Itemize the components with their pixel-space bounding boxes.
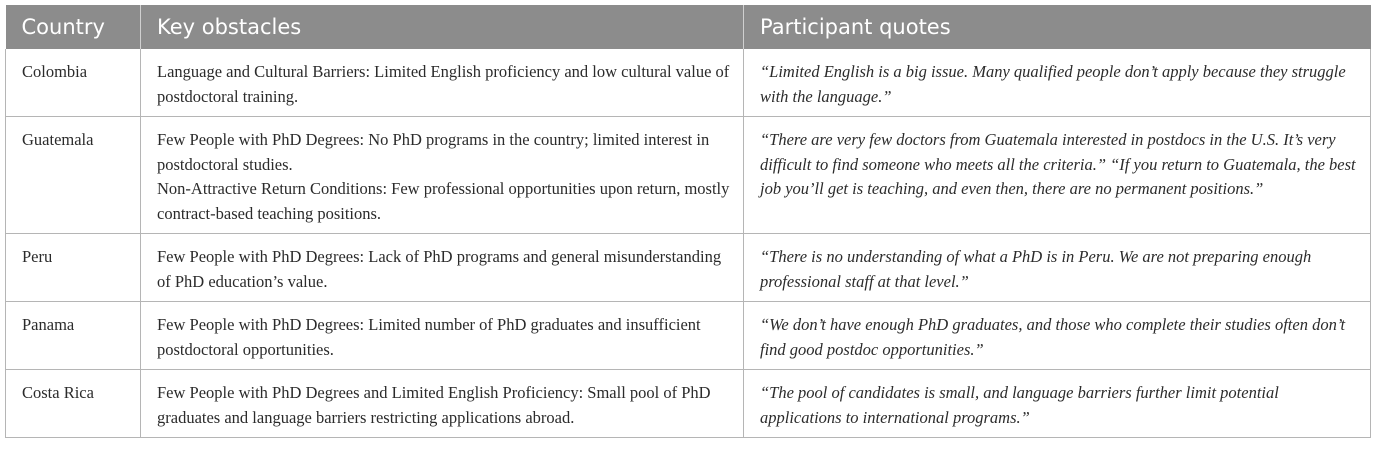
country-cell: Costa Rica xyxy=(6,370,141,438)
header-country: Country xyxy=(6,5,141,49)
obstacle-text: Language and Cultural Barriers: Limited English proficiency and low cultural value of postdoctoral training. xyxy=(157,62,730,106)
country-cell: Guatemala xyxy=(6,117,141,234)
table-row xyxy=(6,234,1371,302)
quote-cell: “Limited English is a big issue. Many qualified people don’t apply because they struggle with the language.” xyxy=(744,49,1371,117)
country-cell: Peru xyxy=(6,234,141,302)
obstacles-cell xyxy=(141,370,744,438)
obstacles-cell xyxy=(141,302,744,370)
quote-cell: “The pool of candidates is small, and language barriers further limit potential applications to international programs.” xyxy=(744,370,1371,438)
quote-cell: “There is no understanding of what a PhD is in Peru. We are not preparing enough professional staff at that level.” xyxy=(744,234,1371,302)
obstacle-text: Few People with PhD Degrees and Limited English Proficiency: Small pool of PhD graduates and language barriers restricting applications abroad. xyxy=(157,383,711,427)
obstacle-text: Non-Attractive Return Conditions: Few professional opportunities upon return, mostly contract-based teaching positions. xyxy=(157,179,730,223)
country-cell: Panama xyxy=(6,302,141,370)
quote-cell: “We don’t have enough PhD graduates, and those who complete their studies often don’t find good postdoc opportunities.” xyxy=(744,302,1371,370)
table-row xyxy=(6,302,1371,370)
obstacles-cell xyxy=(141,234,744,302)
table-row xyxy=(6,370,1371,438)
country-cell: Colombia xyxy=(6,49,141,117)
header-key-obstacles: Key obstacles xyxy=(141,5,744,49)
obstacles-table xyxy=(5,5,1371,438)
quote-cell: “There are very few doctors from Guatemala interested in postdocs in the U.S. It’s very difficult to find someone who meets all the criteria.” “If you return to Guatemala, the best job you’ll get is teaching, and even then, there are no permanent positions.” xyxy=(744,117,1371,234)
table-row xyxy=(6,49,1371,117)
obstacles-table-container xyxy=(5,5,1370,438)
table-header-row xyxy=(6,5,1371,49)
obstacle-text: Few People with PhD Degrees: Lack of PhD programs and general misunderstanding of PhD education’s value. xyxy=(157,247,722,291)
obstacles-cell xyxy=(141,117,744,234)
obstacles-cell xyxy=(141,49,744,117)
header-participant-quotes: Participant quotes xyxy=(744,5,1371,49)
obstacle-text: Few People with PhD Degrees: Limited number of PhD graduates and insufficient postdoctoral opportunities. xyxy=(157,315,701,359)
obstacle-text: Few People with PhD Degrees: No PhD programs in the country; limited interest in postdoctoral studies. xyxy=(157,130,710,174)
table-row xyxy=(6,117,1371,234)
